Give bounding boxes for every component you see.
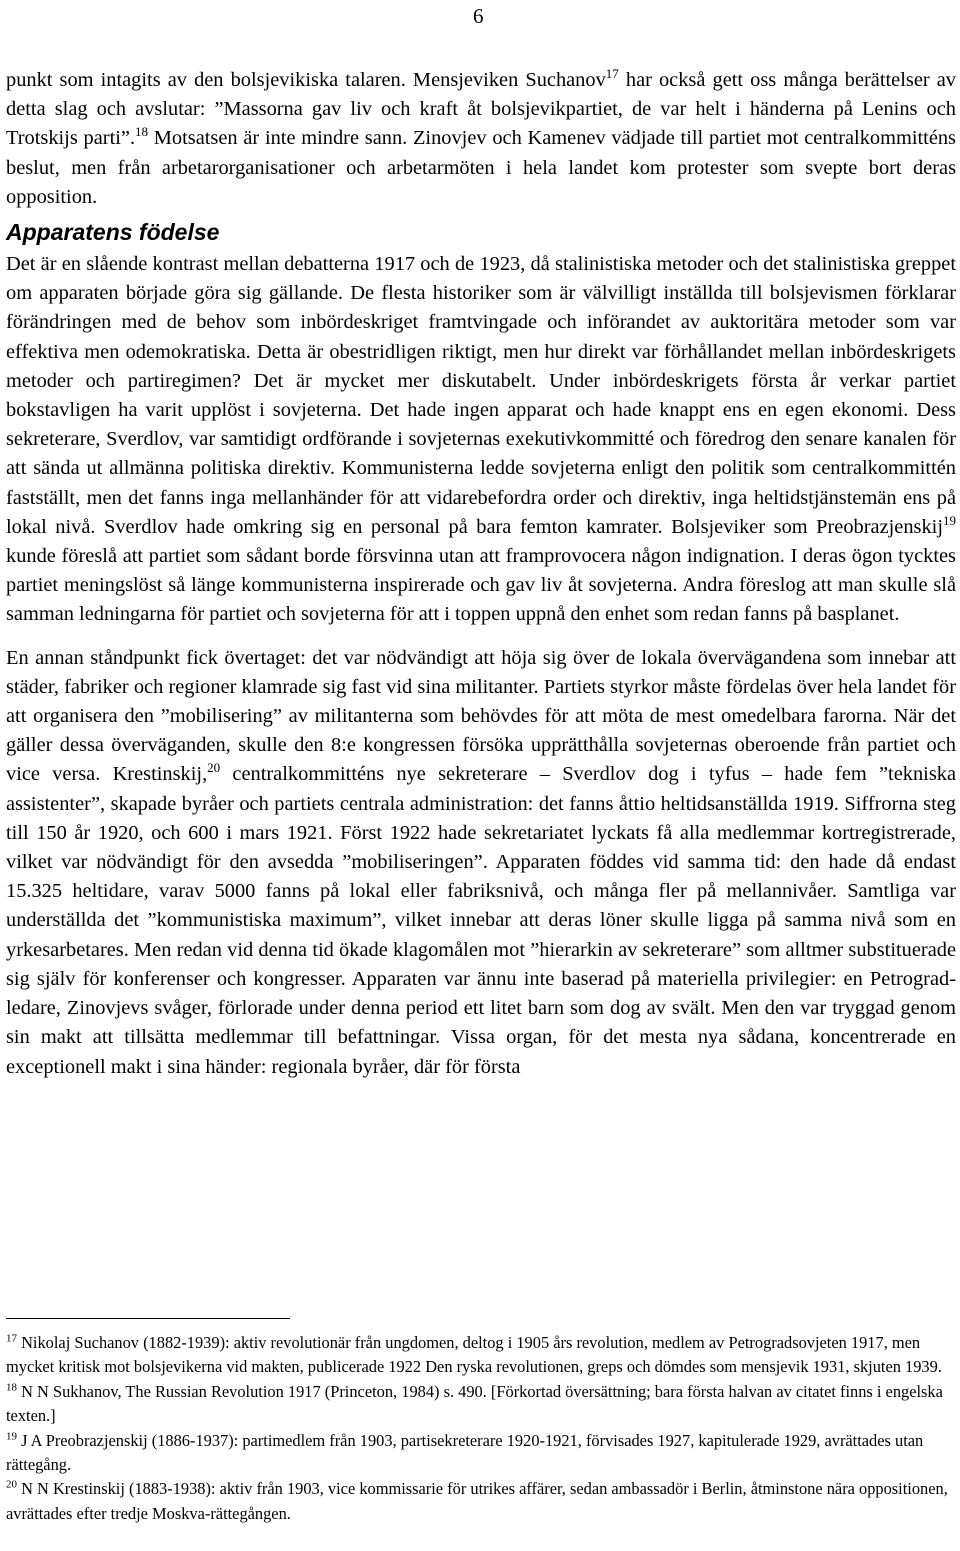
paragraph-text: centralkommitténs nye sekreterare – Sverdlov dog i tyfus – hade fem ”tekniska assistenter”, skapade byråer och partiets centrala administration: det fanns åttio heltidsanställda 1919. Siffrorna steg till 150 år 1920, och 600 i mars 1921. Först 1922 hade sekretariatet lyckats få alla medlemmar kortregistrerade, vilket var nödvändigt för den avsedda ”mobiliseringen”. Apparaten föddes vid samma tid: den hade då endast 15.325 heltidare, varav 5000 fanns på lokal eller fabriksnivå, och många fler på mellannivåer. Samtliga var underställda det ”kommunistiska maximum”, vilket innebar att deras löner skulle ligga på samma nivå som en yrkesarbetares. Men redan vid denna tid ökade klagomålen mot ”hierarkin av sekreterare” som alltmer substituerade sig själv för konferenser och kongresser. Apparaten var ännu inte baserad på materiella privilegier: en Petrograd-ledare, Zinovjevs svåger, förlorade under denna period ett litet barn som dog av svält. Men den var tryggad genom sin makt att tillsätta medlemmar till befattningar. Vissa organ, för det mesta nya sådana, koncentrerade en exceptionell makt i sina händer: regionala byråer, där för första <box>6 763 956 1078</box>
footnote-number: 18 <box>6 1381 17 1394</box>
paragraph-3 <box>6 644 956 1082</box>
footnote-text: Nikolaj Suchanov (1882-1939): aktiv revolutionär från ungdomen, deltog i 1905 års revolution, medlem av Petrogradsovjeten 1917, men mycket kritisk mot bolsjevikerna vid makten, publicerade 1922 Den ryska revolutionen, greps och dömdes som mensjevik 1931, skjuten 1939. <box>6 1333 942 1377</box>
main-text <box>6 66 956 1082</box>
footnote-number: 17 <box>6 1332 17 1345</box>
footnote-text: N N Krestinskij (1883-1938): aktiv från 1903, vice kommissarie för utrikes affärer, sedan ambassadör i Berlin, åtminstone nära oppositionen, avrättades efter tredje Moskva-rättegången. <box>6 1479 948 1523</box>
footnote-ref-17: 17 <box>605 66 619 82</box>
paragraph-text: En annan ståndpunkt fick övertaget: det var nödvändigt att höja sig över de lokala övervägandena som innebar att städer, fabriker och regioner klamrade sig fast vid sina militanter. Partiets styrkor måste fördelas över hela landet för att organisera den ”mobilisering” av militanterna som behövdes för att möta de mest omedelbara farorna. När det gäller dessa överväganden, skulle den 8:e kongressen försöka upprätthålla sovjeternas oberoende från partiet och vice versa. Krestinskij, <box>6 646 956 786</box>
paragraph-text: kunde föreslå att partiet som sådant borde försvinna utan att framprovocera någon indignation. I deras ögon tycktes partiet meningslöst så länge kommunisterna inspirerade och gav liv åt sovjeterna. Andra föreslog att man skulle slå samman ledningarna för partiet och sovjeterna för att i toppen uppnå den enhet som redan fanns på basplanet. <box>6 545 956 626</box>
footnote-text: N N Sukhanov, The Russian Revolution 1917 (Princeton, 1984) s. 490. [Förkortad översättning; bara första halvan av citatet finns i engelska texten.] <box>6 1381 943 1426</box>
paragraph-2 <box>6 250 956 630</box>
paragraph-text: har också gett oss många berättelser av detta slag och avslutar: ”Massorna gav liv och kraft åt bolsjevikpartiet, de var helt i händerna på Lenins och Trotskijs parti”. <box>6 69 956 150</box>
footnote-number: 20 <box>6 1478 17 1491</box>
footnote-ref-20: 20 <box>207 760 221 776</box>
footnote-number: 19 <box>6 1430 17 1443</box>
section-heading: Apparatens födelse <box>6 219 220 246</box>
footnote-18 <box>6 1380 952 1429</box>
footnote-separator <box>6 1318 290 1319</box>
footnote-19 <box>6 1429 952 1478</box>
paragraph-text: Motsatsen är inte mindre sann. Zinovjev och Kamenev vädjade till partiet mot centralkommitténs beslut, men från arbetarorganisationer och arbetarmöten i hela landet kom protester som svepte bort deras opposition. <box>6 127 956 208</box>
footnote-20 <box>6 1477 952 1526</box>
footnote-ref-19: 19 <box>943 513 956 529</box>
paragraph-1 <box>6 66 956 212</box>
footnote-text: J A Preobrazjenskij (1886-1937): partimedlem från 1903, partisekreterare 1920-1921, förvisades 1927, kapitulerade 1929, avrättades utan rättegång. <box>6 1430 924 1475</box>
page-number: 6 <box>473 4 484 28</box>
paragraph-text: Det är en slående kontrast mellan debatterna 1917 och de 1923, då stalinistiska metoder och det stalinistiska greppet om apparaten började göra sig gällande. De flesta historiker som är välvilligt inställda till bolsjevismen förklarar förändringen med de behov som inbördeskriget framtvingade och införandet av auktoritära metoder som var effektiva men odemokratiska. Detta är obestridligen riktigt, men hur direkt var förhållandet mellan inbördeskrigets metoder och partiregimen? Det är mycket mer diskutabelt. Under inbördeskrigets första år verkar partiet bokstavligen ha varit upplöst i sovjeterna. Det hade ingen apparat och hade knappt ens en egen ekonomi. Dess sekreterare, Sverdlov, var samtidigt ordförande i sovjeternas exekutivkommitté och föredrog den senare kanalen för att sända ut allmänna politiska direktiv. Kommunisterna ledde sovjeterna enligt den politik som centralkommittén fastställt, men det fanns inga mellanhänder för att vidarebefordra order och direktiv, inga heltidstjänstemän ens på lokal nivå. Sverdlov hade omkring sig en personal på bara femton kamrater. Bolsjeviker som Preobrazjenskij <box>6 253 956 538</box>
footnote-17 <box>6 1331 952 1380</box>
footnote-ref-18: 18 <box>135 124 149 140</box>
paragraph-text: punkt som intagits av den bolsjevikiska talaren. Mensjeviken Suchanov <box>6 69 606 91</box>
footnotes <box>6 1331 952 1526</box>
